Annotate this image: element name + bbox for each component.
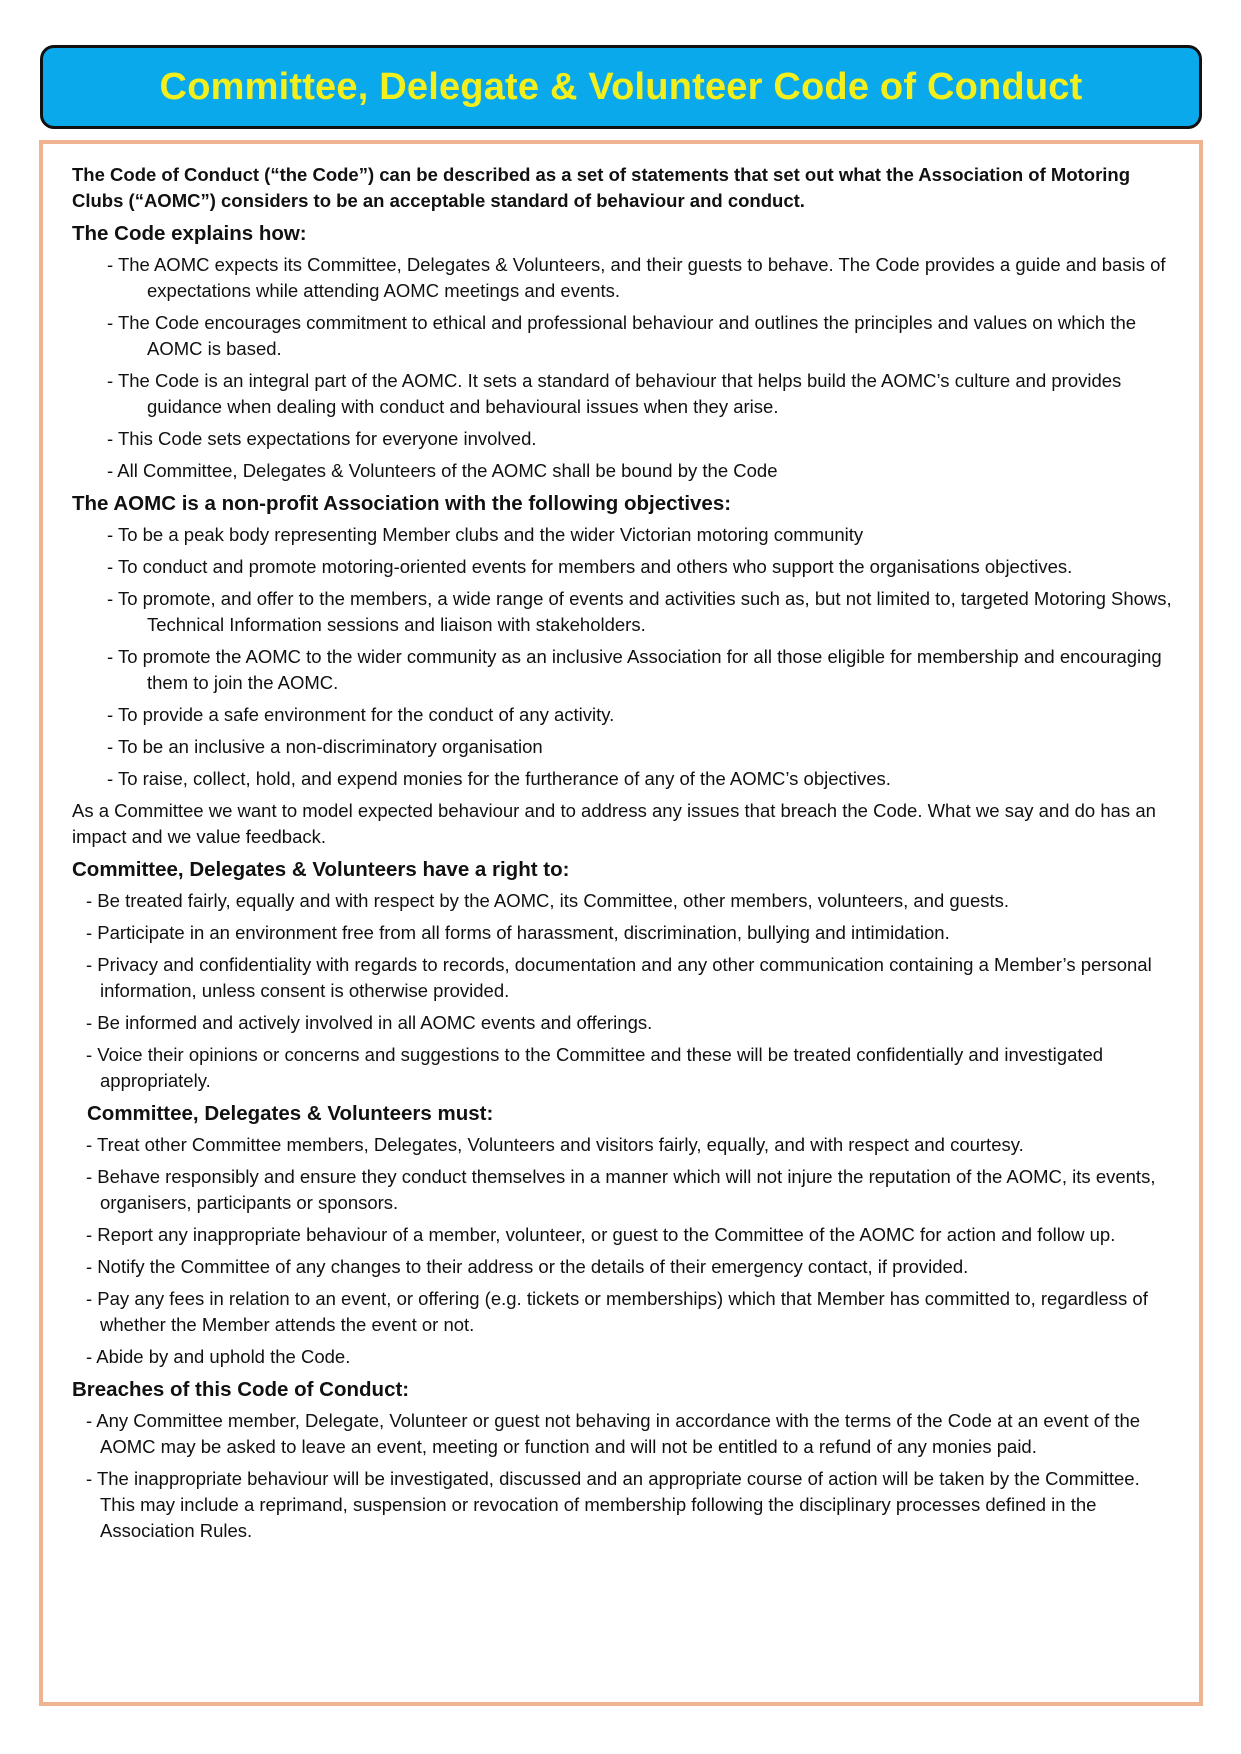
intro-paragraph: The Code of Conduct (“the Code”) can be described as a set of statements that set out what the Association of Motoring Clubs (“AOMC”) considers to be an acceptable standard of behaviour and conduct. <box>72 164 1131 211</box>
code-explains-list <box>72 252 1172 484</box>
list-item: - Treat other Committee members, Delegates, Volunteers and visitors fairly, equally, and with respect and courtesy. <box>86 1134 1024 1155</box>
rights-heading: Committee, Delegates & Volunteers have a right to: <box>72 858 570 881</box>
list-item: - Be treated fairly, equally and with respect by the AOMC, its Committee, other members, volunteers, and guests. <box>86 890 1010 911</box>
rights-list <box>72 888 1172 1094</box>
list-item: - The Code is an integral part of the AOMC. It sets a standard of behaviour that helps build the AOMC’s culture and provides guidance when dealing with conduct and behavioural issues when they arise. <box>107 370 1122 417</box>
list-item: - Behave responsibly and ensure they conduct themselves in a manner which will not injure the reputation of the AOMC, its events, organisers, participants or sponsors. <box>86 1166 1156 1213</box>
list-item: - To conduct and promote motoring-oriented events for members and others who support the organisations objectives. <box>107 556 1073 577</box>
objectives-heading: The AOMC is a non-profit Association with the following objectives: <box>72 492 732 515</box>
list-item: - The Code encourages commitment to ethical and professional behaviour and outlines the principles and values on which the AOMC is based. <box>107 312 1137 359</box>
committee-statement: As a Committee we want to model expected behaviour and to address any issues that breach the Code. What we say and do has an impact and we value feedback. <box>72 800 1156 847</box>
list-item: - To promote, and offer to the members, a wide range of events and activities such as, but not limited to, targeted Motoring Shows, Technical Information sessions and liaison with stakeholders. <box>107 588 1172 635</box>
breaches-list <box>72 1408 1172 1544</box>
code-explains-heading: The Code explains how: <box>72 222 307 245</box>
list-item: - Participate in an environment free from all forms of harassment, discrimination, bullying and intimidation. <box>86 922 950 943</box>
list-item: - To be an inclusive a non-discriminatory organisation <box>107 736 543 757</box>
list-item: - Any Committee member, Delegate, Volunteer or guest not behaving in accordance with the terms of the Code at an event of the AOMC may be asked to leave an event, meeting or function and will not be entitled to a refund of any monies paid. <box>86 1410 1141 1457</box>
list-item: - The inappropriate behaviour will be investigated, discussed and an appropriate course of action will be taken by the Committee. This may include a reprimand, suspension or revocation of membership following the disciplinary processes defined in the Association Rules. <box>86 1468 1140 1541</box>
document-body <box>72 162 1172 1550</box>
list-item: - Voice their opinions or concerns and suggestions to the Committee and these will be treated confidentially and investigated appropriately. <box>86 1044 1104 1091</box>
list-item: - Pay any fees in relation to an event, or offering (e.g. tickets or memberships) which that Member has committed to, regardless of whether the Member attends the event or not. <box>86 1288 1148 1335</box>
list-item: - Abide by and uphold the Code. <box>86 1346 351 1367</box>
must-list <box>72 1132 1172 1370</box>
list-item: - Be informed and actively involved in all AOMC events and offerings. <box>86 1012 653 1033</box>
title-banner <box>40 45 1202 129</box>
page-title: Committee, Delegate & Volunteer Code of Conduct <box>159 65 1083 108</box>
breaches-heading: Breaches of this Code of Conduct: <box>72 1378 410 1401</box>
list-item: - To raise, collect, hold, and expend monies for the furtherance of any of the AOMC’s objectives. <box>107 768 891 789</box>
list-item: - All Committee, Delegates & Volunteers of the AOMC shall be bound by the Code <box>107 460 778 481</box>
list-item: - To provide a safe environment for the conduct of any activity. <box>107 704 615 725</box>
must-heading: Committee, Delegates & Volunteers must: <box>87 1102 494 1125</box>
list-item: - This Code sets expectations for everyone involved. <box>107 428 537 449</box>
list-item: - Report any inappropriate behaviour of a member, volunteer, or guest to the Committee of the AOMC for action and follow up. <box>86 1224 1116 1245</box>
list-item: - The AOMC expects its Committee, Delegates & Volunteers, and their guests to behave. The Code provides a guide and basis of expectations while attending AOMC meetings and events. <box>107 254 1166 301</box>
list-item: - Notify the Committee of any changes to their address or the details of their emergency contact, if provided. <box>86 1256 969 1277</box>
objectives-list <box>72 522 1172 792</box>
list-item: - To be a peak body representing Member clubs and the wider Victorian motoring community <box>107 524 864 545</box>
list-item: - To promote the AOMC to the wider community as an inclusive Association for all those eligible for membership and encouraging them to join the AOMC. <box>107 646 1162 693</box>
list-item: - Privacy and confidentiality with regards to records, documentation and any other communication containing a Member’s personal information, unless consent is otherwise provided. <box>86 954 1152 1001</box>
